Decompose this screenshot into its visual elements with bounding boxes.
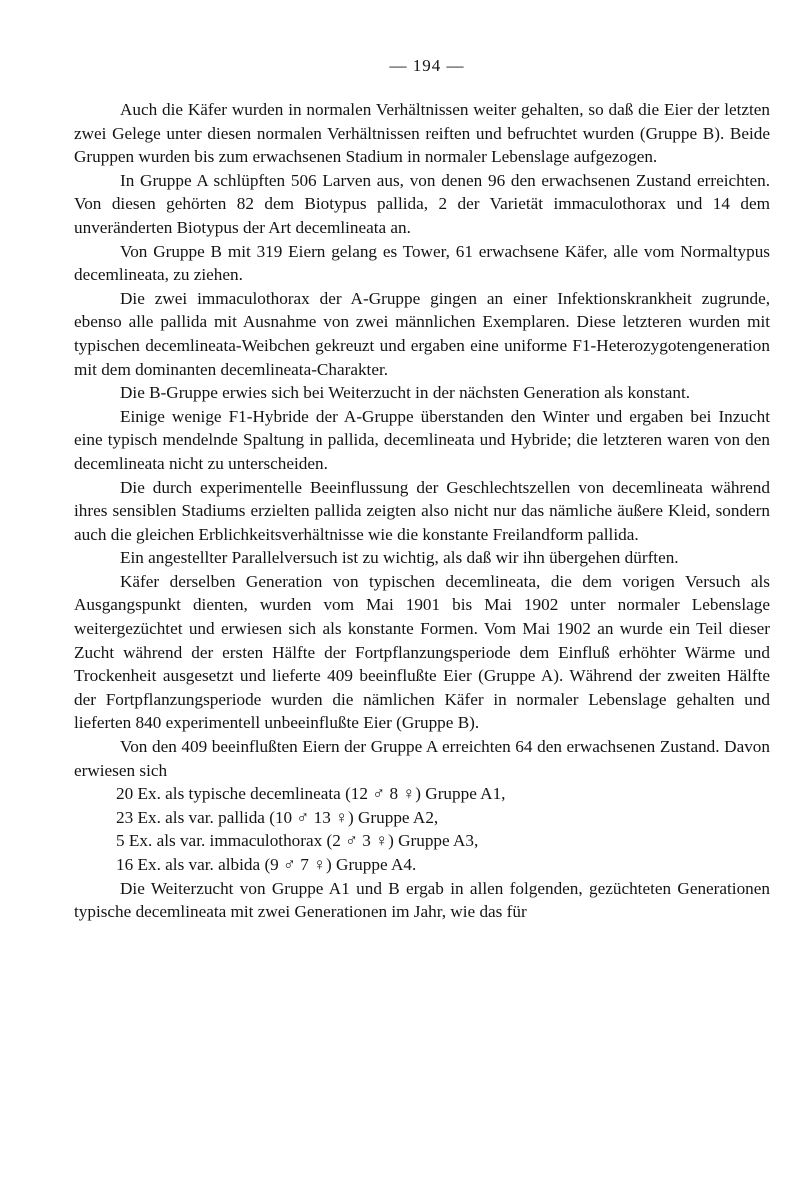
list-item: 5 Ex. als var. immaculothorax (2 ♂ 3 ♀) Gruppe A3, [116, 831, 479, 851]
paragraph: In Gruppe A schlüpften 506 Larven aus, von denen 96 den erwachsenen Zustand erreichten. Von diesen gehörten 82 dem Biotypus pallida, 2 der Varietät immaculothorax und 14 dem unveränderten Biotypus der Art decemlineata an. [74, 170, 770, 237]
list-item: 20 Ex. als typische decemlineata (12 ♂ 8 ♀) Gruppe A1, [116, 784, 506, 804]
paragraph: Auch die Käfer wurden in normalen Verhältnissen weiter gehalten, so daß die Eier der letzten zwei Gelege unter diesen normalen Verhältnissen reiften und befruchtet wurden (Gruppe B). Beide Gruppen wurden bis zum erwachsenen Stadium in normaler Lebenslage aufgezogen. [74, 100, 770, 167]
paragraph: Einige wenige F1-Hybride der A-Gruppe überstanden den Winter und ergaben bei Inzucht eine typisch mendelnde Spaltung in pallida, decemlineata und Hybride; die letzteren waren von den decemlineata nicht zu unterscheiden. [74, 406, 770, 473]
paragraph: Ein angestellter Parallelversuch ist zu wichtig, als daß wir ihn übergehen dürften. [120, 548, 679, 568]
paragraph: Die durch experimentelle Beeinflussung der Geschlechtszellen von decemlineata während ihres sensiblen Stadiums erzielten pallida zeigten also nicht nur das nämliche äußere Kleid, sondern auch die gleichen Erblichkeitsverhältnisse wie die konstante Freilandform pallida. [74, 477, 770, 544]
paragraph: Die zwei immaculothorax der A-Gruppe gingen an einer Infektionskrankheit zugrunde, ebenso alle pallida mit Ausnahme von zwei männlichen Exemplaren. Diese letzteren wurden mit typischen decemlineata-Weibchen gekreuzt und ergaben eine uniforme F1-Heterozygotengeneration mit dem dominanten decemlineata-Charakter. [74, 288, 770, 379]
paragraph: Von Gruppe B mit 319 Eiern gelang es Tower, 61 erwachsene Käfer, alle vom Normaltypus decemlineata, zu ziehen. [74, 241, 770, 285]
paragraph: Die B-Gruppe erwies sich bei Weiterzucht in der nächsten Generation als konstant. [120, 383, 691, 403]
body-text [74, 98, 770, 924]
page-number: — 194 — [389, 56, 465, 75]
closing-paragraph: Die Weiterzucht von Gruppe A1 und B ergab in allen folgenden, gezüchteten Generationen typische decemlineata mit zwei Generationen im Jahr, wie das für [74, 878, 770, 922]
list-item: 23 Ex. als var. pallida (10 ♂ 13 ♀) Gruppe A2, [116, 807, 439, 827]
paragraph: Von den 409 beeinflußten Eiern der Gruppe A erreichten 64 den erwachsenen Zustand. Davon erwiesen sich [74, 737, 770, 780]
list-item: 16 Ex. als var. albida (9 ♂ 7 ♀) Gruppe A4. [116, 855, 417, 874]
paragraph: Käfer derselben Generation von typischen decemlineata, die dem vorigen Versuch als Ausgangspunkt dienten, wurden vom Mai 1901 bis Mai 1902 unter normaler Lebenslage weitergezüchtet und erwiesen sich als konstante Formen. Vom Mai 1902 an wurde ein Teil dieser Zucht während der ersten Hälfte der Fortpflanzungsperiode dem Einfluß erhöhter Wärme und Trockenheit ausgesetzt und lieferte 409 beeinflußte Eier (Gruppe A). Während der zweiten Hälfte der Fortpflanzungsperiode wurden die nämlichen Käfer in normaler Lebenslage gehalten und lieferten 840 experimentell unbeeinflußte Eier (Gruppe B). [74, 571, 770, 733]
specimen-list [74, 782, 770, 876]
